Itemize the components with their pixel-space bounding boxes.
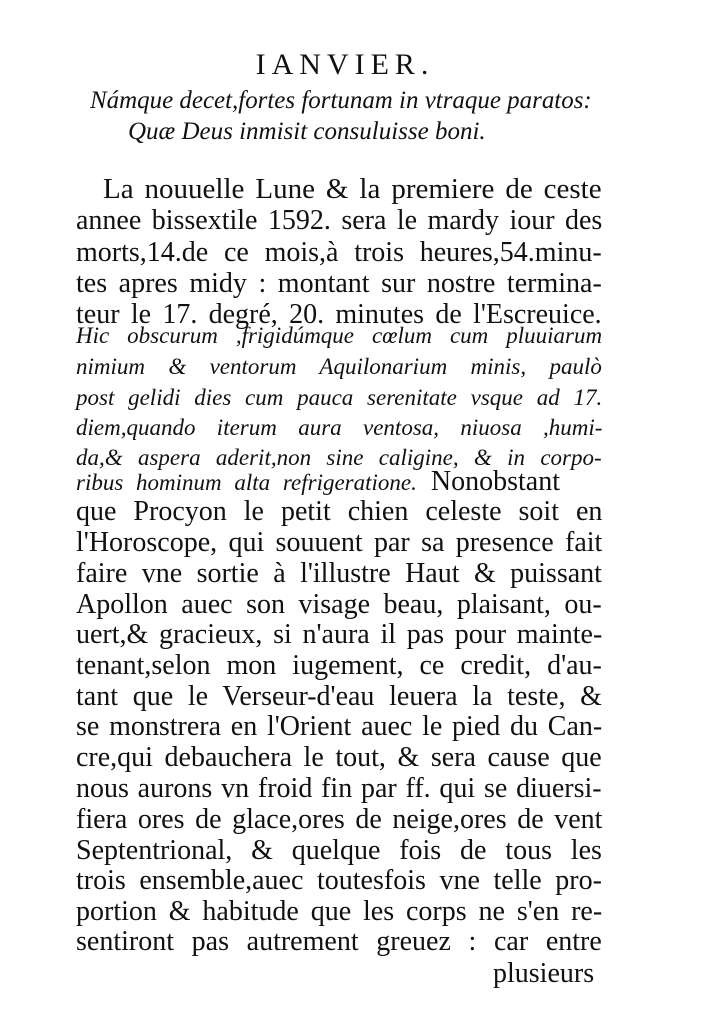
catchword: plusieurs	[493, 958, 595, 989]
body-line: cre,qui debauchera le tout, & sera cause que	[76, 742, 602, 773]
body-line: annee bissextile 1592. sera le mardy iour des	[76, 205, 603, 236]
latin-fragment: ribus hominum alta refrigeratione.	[76, 470, 417, 495]
body-line: se monstrera en l'Orient auec le pied du Can-	[76, 711, 603, 742]
body-line: nous aurons vn froid fin par ff. qui se diuersi-	[76, 773, 602, 804]
body-line: fiera ores de glace,ores de neige,ores de vent	[76, 804, 603, 835]
body-line: tenant,selon mon iugement, ce credit, d'au-	[76, 650, 602, 681]
body-line: Septentrional, & quelque fois de tous les	[76, 835, 602, 866]
page-heading: IANVIER.	[255, 48, 435, 81]
body-line: tes apres midy : montant sur nostre termina-	[76, 268, 602, 299]
french-fragment: Nonobstant	[416, 466, 560, 497]
body-line: uert,& gracieux, si n'aura il pas pour mainte-	[76, 619, 603, 650]
body-line: l'Horoscope, qui souuent par sa presence fait	[76, 527, 603, 558]
body-line: teur le 17. degré, 20. minutes de l'Escreuice.	[76, 299, 602, 330]
body-line: que Procyon le petit chien celeste soit en	[76, 496, 603, 527]
latin-line: Hic obscurum ,frigidúmque cœlum cum pluuiarum	[76, 323, 603, 348]
body-line: faire vne sortie à l'illustre Haut & puissant	[76, 558, 602, 589]
epigraph-line: Quæ Deus inmisit consuluisse boni.	[128, 118, 486, 145]
body-line: trois ensemble,auec toutesfois vne telle pro-	[76, 865, 602, 896]
epigraph-line: Námque decet,fortes fortunam in vtraque paratos:	[90, 87, 592, 114]
mixed-line	[76, 468, 560, 496]
latin-line: da,& aspera aderit,non sine caligine, & in corpo-	[76, 445, 602, 470]
body-line: sentiront pas autrement greuez : car entre	[76, 926, 602, 957]
body-line: tant que le Verseur-d'eau leuera la teste, &	[76, 681, 602, 712]
body-line: La nouuelle Lune & la premiere de ceste	[103, 173, 602, 205]
latin-line: diem,quando iterum aura ventosa, niuosa ,humi-	[76, 415, 603, 440]
latin-line: post gelidi dies cum pauca serenitate vsque ad 17.	[76, 385, 603, 410]
latin-line: nimium & ventorum Aquilonarium minis, paulò	[76, 354, 602, 379]
body-line: Apollon auec son visage beau, plaisant, ou-	[76, 589, 602, 620]
body-line: morts,14.de ce mois,à trois heures,54.minu-	[76, 237, 602, 268]
body-line: portion & habitude que les corps ne s'en re-	[76, 896, 603, 927]
